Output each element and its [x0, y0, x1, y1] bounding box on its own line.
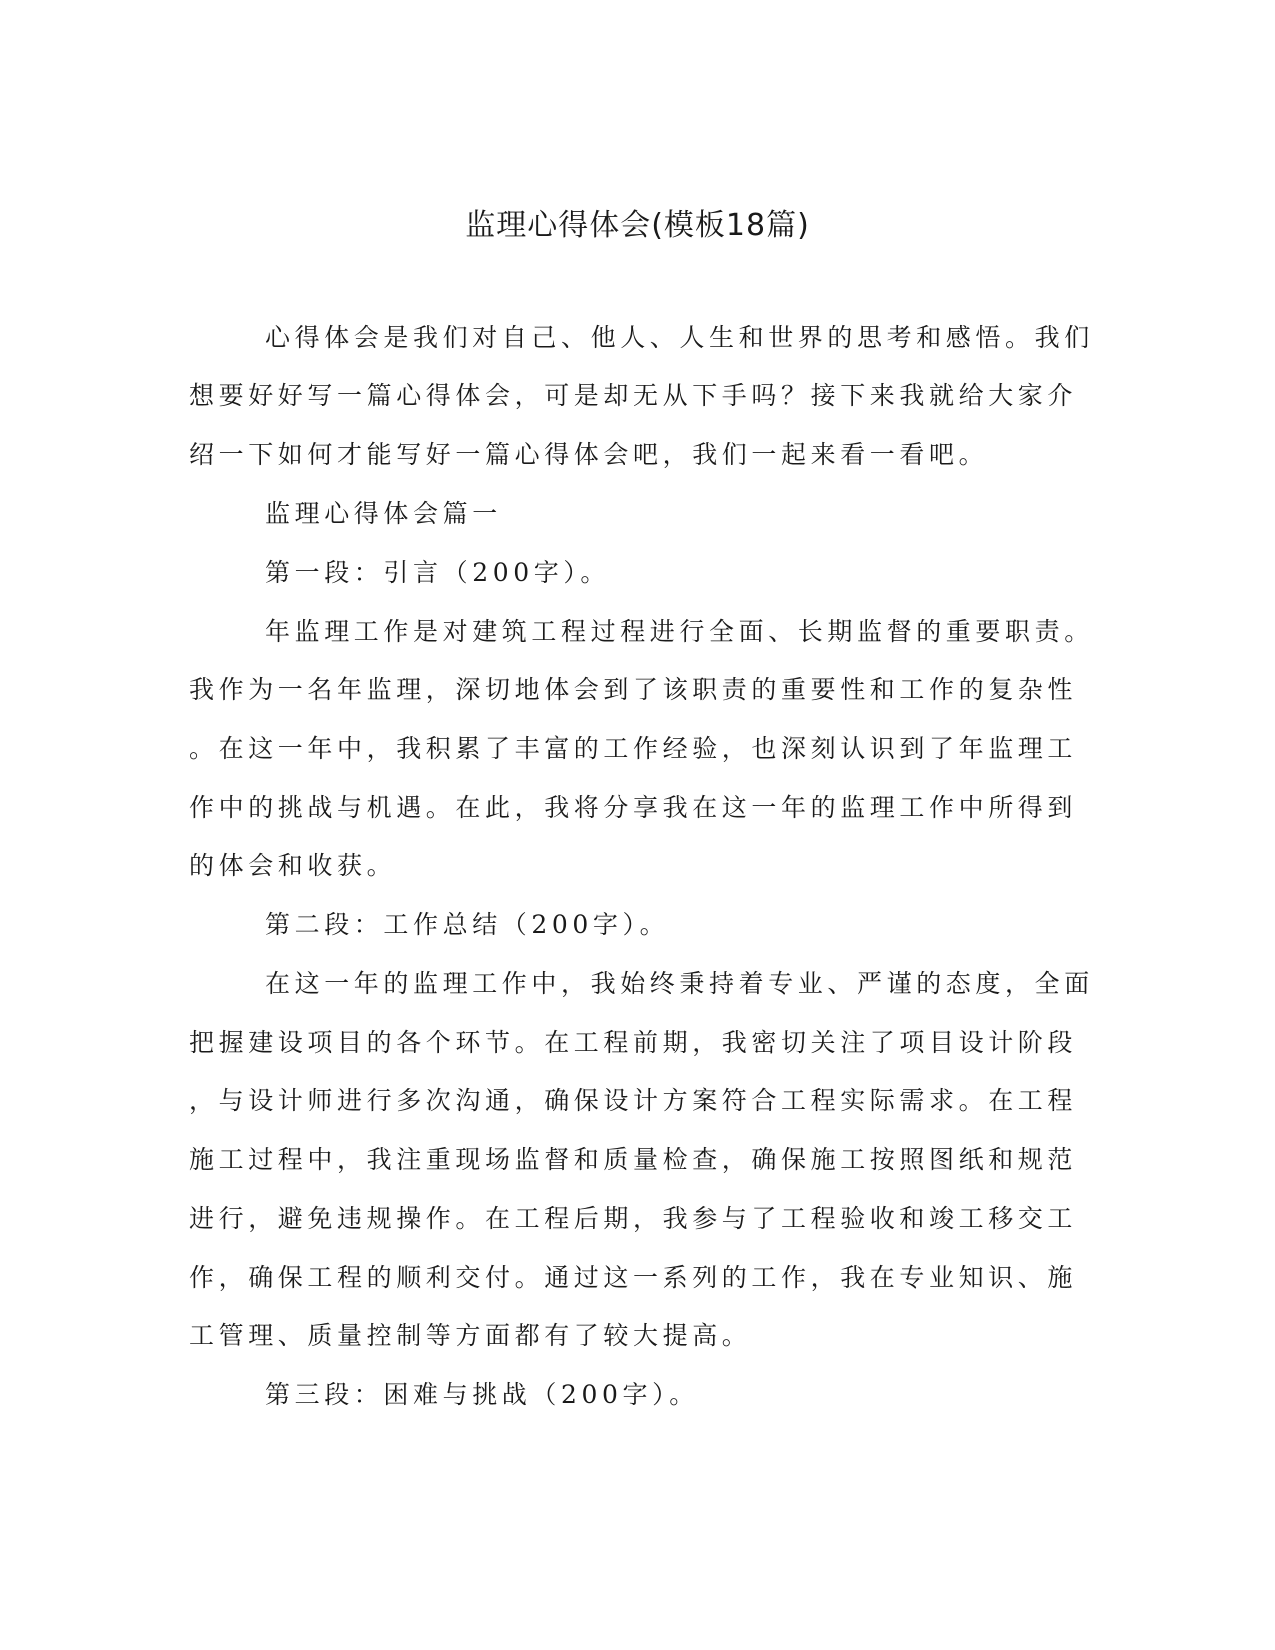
paragraph-line: 绍一下如何才能写好一篇心得体会吧，我们一起来看一看吧。	[189, 440, 989, 469]
paragraph-line: 我作为一名年监理，深切地体会到了该职责的重要性和工作的复杂性	[189, 675, 1078, 704]
subsection-heading: 第三段：困难与挑战（200字）。	[265, 1380, 699, 1409]
subsection-heading: 第二段：工作总结（200字）。	[265, 910, 670, 939]
paragraph-line: ，与设计师进行多次沟通，确保设计方案符合工程实际需求。在工程	[189, 1086, 1078, 1115]
paragraph-line: 想要好好写一篇心得体会，可是却无从下手吗？接下来我就给大家介	[189, 381, 1078, 410]
paragraph-line: 。在这一年中，我积累了丰富的工作经验，也深刻认识到了年监理工	[189, 734, 1078, 763]
paragraph-line: 施工过程中，我注重现场监督和质量检查，确保施工按照图纸和规范	[189, 1145, 1078, 1174]
paragraph-line: 作，确保工程的顺利交付。通过这一系列的工作，我在专业知识、施	[189, 1263, 1078, 1292]
paragraph-line: 工管理、质量控制等方面都有了较大提高。	[189, 1321, 752, 1350]
paragraph-line: 进行，避免违规操作。在工程后期，我参与了工程验收和竣工移交工	[189, 1204, 1078, 1233]
section-heading: 监理心得体会篇一	[265, 499, 502, 528]
paragraph-line: 把握建设项目的各个环节。在工程前期，我密切关注了项目设计阶段	[189, 1028, 1078, 1057]
paragraph-line: 心得体会是我们对自己、他人、人生和世界的思考和感悟。我们	[265, 323, 1094, 352]
paragraph-line: 作中的挑战与机遇。在此，我将分享我在这一年的监理工作中所得到	[189, 793, 1078, 822]
paragraph-line: 的体会和收获。	[189, 851, 397, 880]
paragraph-line: 在这一年的监理工作中，我始终秉持着专业、严谨的态度，全面	[265, 969, 1094, 998]
document-title: 监理心得体会(模板18篇)	[465, 208, 810, 243]
paragraph-line: 年监理工作是对建筑工程过程进行全面、长期监督的重要职责。	[265, 617, 1094, 646]
subsection-heading: 第一段：引言（200字）。	[265, 558, 611, 587]
